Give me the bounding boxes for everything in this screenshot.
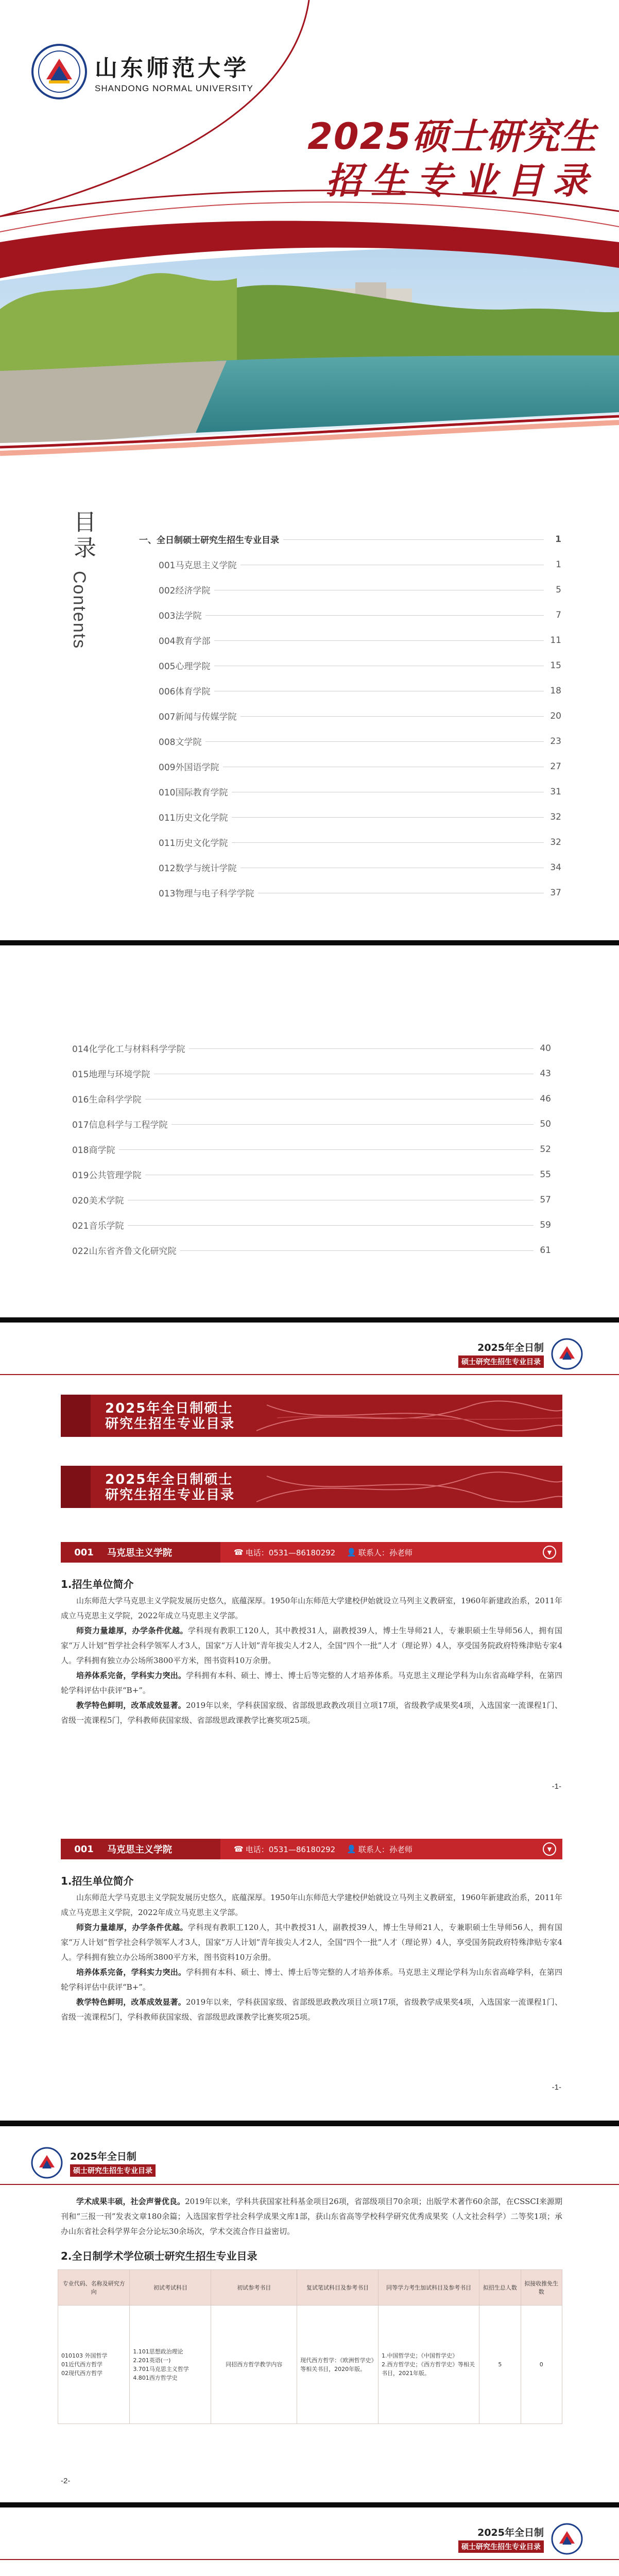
department-phone: 电话：0531—86180292 xyxy=(245,1548,336,1557)
toc-page-number: 11 xyxy=(546,635,561,646)
header-line2: 硕士研究生招生专业目录 xyxy=(458,2540,544,2553)
toc-page-number: 20 xyxy=(546,711,561,721)
university-emblem-icon xyxy=(551,1338,583,1370)
toc-page-number: 43 xyxy=(536,1069,551,1079)
intro-paragraph-2: 师资力量雄厚，办学条件优越。学科现有教职工120人，其中教授31人，副教授39人，博士生导师21人，专兼职硕士生导师56人，拥有国家“万人计划”哲学社会科学领军人才3人，国家“万人计划”青年拔尖人才2人，全国“四个一批”人才（理论界）4人，享受国务院政府特殊津贴专家4人。学科拥有独立办公场所3800平方米，图书资料10万余册。 xyxy=(61,1923,562,1962)
toc-page-number: 57 xyxy=(536,1195,551,1205)
program-code: 010103 外国哲学 xyxy=(61,2352,108,2359)
intro-paragraph-1: 山东师范大学马克思主义学院发展历史悠久，底蕴深厚。1950年山东师范大学建校伊始就设立马列主义教研室，1960年新建政治系，2011年成立马克思主义学院，2022年成立马克思主义学部。 xyxy=(61,1596,562,1620)
intro-paragraphs xyxy=(61,1594,562,1728)
toc-page-number: 27 xyxy=(546,761,561,772)
toc-entry[interactable] xyxy=(72,1162,551,1187)
toc-entry-label: 003法学院 xyxy=(139,608,205,621)
table-of-contents xyxy=(139,527,561,905)
toc-entry[interactable] xyxy=(139,602,561,628)
page-number: -2- xyxy=(61,2477,71,2485)
toc-page-number: 34 xyxy=(546,862,561,873)
toc-page-number: 23 xyxy=(546,736,561,747)
phone-icon: ☎ xyxy=(234,1548,244,1557)
banner-line1: 2025年全日制硕士 xyxy=(105,1401,233,1416)
toc-entry[interactable] xyxy=(139,804,561,829)
department-bar[interactable] xyxy=(61,1542,562,1563)
toc-entry[interactable] xyxy=(72,1187,551,1212)
toc-entry-label: 008文学院 xyxy=(139,735,205,748)
toc-page-number: 7 xyxy=(552,610,561,620)
toc-entry-label: 016生命科学学院 xyxy=(72,1092,145,1105)
page-header xyxy=(458,1338,583,1370)
toc-entry[interactable] xyxy=(139,628,561,653)
toc-entry[interactable] xyxy=(139,577,561,602)
header-line1: 2025年全日制 xyxy=(477,2527,544,2538)
table-column-header: 拟接收推免生数 xyxy=(521,2270,562,2306)
cover-title xyxy=(307,114,597,203)
department-contact: 联系人：孙老师 xyxy=(358,1548,412,1557)
table-column-header: 同等学力考生加试科目及参考书目 xyxy=(379,2270,479,2306)
toc-entry[interactable] xyxy=(72,1036,551,1061)
toc-entry[interactable] xyxy=(72,1238,551,1263)
exam-subjects: 1.101思想政治理论 2.201英语(一) 3.701马克思主义哲学 4.801西方哲学史 xyxy=(130,2306,211,2424)
intro-paragraph-3: 培养体系完备，学科实力突出。学科拥有本科、硕士、博士、博士后等完整的人才培养体系。马克思主义理论学科为山东省高峰学科，在第四轮学科评估中获评“B+”。 xyxy=(61,1968,562,1992)
toc-entry-label: 015地理与环境学院 xyxy=(72,1067,154,1080)
toc-entry[interactable] xyxy=(139,829,561,855)
page-number: -1- xyxy=(552,1782,561,1791)
toc-entry[interactable] xyxy=(139,703,561,728)
department-contact: 联系人：孙老师 xyxy=(358,1844,412,1854)
toc-page-number: 40 xyxy=(536,1043,551,1054)
toc-page-number: 5 xyxy=(552,585,561,595)
contact-person-icon: 👤 xyxy=(347,1548,356,1557)
header-divider xyxy=(0,2184,619,2185)
toc-page-number: 59 xyxy=(536,1220,551,1230)
phone-icon: ☎ xyxy=(234,1844,244,1854)
contents-heading-zh: 目录 xyxy=(70,510,96,562)
toc-entry-label: 018商学院 xyxy=(72,1143,119,1156)
toc-entry[interactable] xyxy=(72,1137,551,1162)
toc-entry[interactable] xyxy=(139,880,561,905)
toc-page-number: 1 xyxy=(551,534,561,545)
toc-entry-label: 012数学与统计学院 xyxy=(139,861,240,874)
program-catalog-table xyxy=(58,2269,562,2424)
header-divider xyxy=(0,2559,619,2560)
cover-page xyxy=(0,0,619,940)
toc-entry-label: 005心理学院 xyxy=(139,659,214,672)
header-line2: 硕士研究生招生专业目录 xyxy=(458,1355,544,1368)
toc-entry-label: 022山东省齐鲁文化研究院 xyxy=(72,1244,180,1257)
toc-entry-label: 014化学化工与材料科学学院 xyxy=(72,1042,189,1055)
university-emblem-icon xyxy=(551,2523,583,2555)
toc-entry[interactable] xyxy=(139,728,561,754)
toc-page-number: 46 xyxy=(536,1094,551,1104)
department-page xyxy=(0,1323,619,2121)
university-emblem-icon xyxy=(31,43,88,100)
toc-entry[interactable] xyxy=(139,754,561,779)
school-name-en: SHANDONG NORMAL UNIVERSITY xyxy=(95,83,253,93)
banner-line1: 2025年全日制硕士 xyxy=(105,1472,233,1487)
toc-entry-label: 017信息科学与工程学院 xyxy=(72,1117,171,1130)
department-number: 001 xyxy=(74,1843,94,1855)
table-column-header: 初试参考书目 xyxy=(211,2270,297,2306)
table-row[interactable] xyxy=(58,2306,562,2424)
table-column-header: 初试考试科目 xyxy=(130,2270,211,2306)
department-number: 001 xyxy=(74,1547,94,1558)
table-column-header: 拟招生总人数 xyxy=(479,2270,521,2306)
department-phone: 电话：0531—86180292 xyxy=(245,1844,336,1854)
department-bar[interactable] xyxy=(61,1839,562,1859)
cover-title-line2: 招生专业目录 xyxy=(325,160,597,202)
toc-entry-label: 013物理与电子科学学院 xyxy=(139,886,258,899)
toc-entry-label: 019公共管理学院 xyxy=(72,1168,145,1181)
table-column-header: 专业代码、名称及研究方向 xyxy=(58,2270,130,2306)
header-line2: 硕士研究生招生专业目录 xyxy=(70,2164,156,2177)
toc-section-entry[interactable] xyxy=(139,527,561,552)
toc-page-number: 50 xyxy=(536,1119,551,1129)
header-line1: 2025年全日制 xyxy=(477,1342,544,1353)
toc-entry[interactable] xyxy=(72,1111,551,1137)
toc-entry[interactable] xyxy=(139,779,561,804)
toc-entry-label: 007新闻与传媒学院 xyxy=(139,709,240,722)
intro-paragraph-2: 师资力量雄厚，办学条件优越。学科现有教职工120人，其中教授31人，副教授39人，博士生导师21人，专兼职硕士生导师56人，拥有国家“万人计划”哲学社会科学领军人才3人，国家“万人计划”青年拔尖人才2人，全国“四个一批”人才（理论界）4人，享受国务院政府特殊津贴专家4人。学科拥有独立办公场所3800平方米，图书资料10万余册。 xyxy=(61,1626,562,1665)
toc-entry-label: 011历史文化学院 xyxy=(139,810,232,823)
program-directions: 01近代西方哲学 02现代西方哲学 xyxy=(61,2361,102,2377)
header-line1: 2025年全日制 xyxy=(70,2151,136,2162)
toc-entry-label: 002经济学院 xyxy=(139,583,214,596)
university-emblem-icon xyxy=(31,2147,63,2179)
toc-page-number: 52 xyxy=(536,1144,551,1155)
cover-title-line1: 2025硕士研究生 xyxy=(307,115,597,158)
intro-paragraph-1: 山东师范大学马克思主义学院发展历史悠久，底蕴深厚。1950年山东师范大学建校伊始就设立马列主义教研室，1960年新建政治系，2011年成立马克思主义学院，2022年成立马克思主义学部。 xyxy=(61,1893,562,1917)
toc-entry[interactable] xyxy=(139,653,561,678)
title-banner-2 xyxy=(61,1466,562,1508)
toc-entry[interactable] xyxy=(139,678,561,703)
toc-page-number: 32 xyxy=(546,812,561,822)
intro-heading: 1.招生单位简介 xyxy=(61,1578,134,1590)
chevron-down-icon[interactable]: ▼ xyxy=(543,1546,556,1559)
table-of-contents-continued xyxy=(72,1036,551,1263)
exempt-count: 0 xyxy=(521,2306,562,2424)
table-header-row xyxy=(58,2270,562,2306)
intro-paragraphs xyxy=(61,1890,562,2025)
contents-page-2 xyxy=(0,945,619,1317)
toc-entry-label: 020美术学院 xyxy=(72,1193,128,1206)
header-divider xyxy=(0,1374,619,1375)
title-banner xyxy=(61,1395,562,1437)
intro-paragraph-4: 教学特色鲜明，改革成效显著。2019年以来，学科获国家级、省部级思政教改项目立项17项，省级教学成果奖4项，入选国家一流课程1门、省级一流课程5门，学科教师获国家级、省部级思政课教学比赛奖项25项。 xyxy=(61,1701,562,1725)
page-header xyxy=(458,2523,583,2555)
banner-line2: 研究生招生专业目录 xyxy=(105,1416,235,1432)
reference-books: 同招西方哲学教学内容 xyxy=(211,2306,297,2424)
program-table-page xyxy=(0,2126,619,2502)
toc-entry-label: 011历史文化学院 xyxy=(139,836,232,849)
contents-heading-en: Contents xyxy=(70,571,89,650)
toc-page-number: 1 xyxy=(552,560,561,570)
toc-page-number: 37 xyxy=(546,888,561,898)
program-table-page-2 xyxy=(0,2507,619,2576)
toc-entry-label: 021音乐学院 xyxy=(72,1218,128,1231)
chevron-down-icon[interactable]: ▼ xyxy=(543,1842,556,1856)
contact-person-icon: 👤 xyxy=(347,1844,356,1854)
toc-entry[interactable] xyxy=(72,1212,551,1238)
toc-page-number: 18 xyxy=(546,686,561,696)
toc-page-number: 31 xyxy=(546,787,561,797)
department-name: 马克思主义学院 xyxy=(107,1844,172,1855)
intro-paragraph-3: 培养体系完备，学科实力突出。学科拥有本科、硕士、博士、博士后等完整的人才培养体系。马克思主义理论学科为山东省高峰学科，在第四轮学科评估中获评“B+”。 xyxy=(61,1671,562,1695)
intro-paragraph-4: 教学特色鲜明，改革成效显著。2019年以来，学科获国家级、省部级思政教改项目立项17项，省级教学成果奖4项，入选国家一流课程1门、省级一流课程5门，学科教师获国家级、省部级思政课教学比赛奖项25项。 xyxy=(61,1997,562,2022)
school-name-zh: 山东师范大学 xyxy=(95,55,249,81)
contents-heading xyxy=(66,510,97,650)
extra-subjects: 1.中国哲学史；《中国哲学史》 2.西方哲学史；《西方哲学史》等相关书目，2021年版。 xyxy=(379,2306,479,2424)
page-number: -1- xyxy=(552,2083,561,2092)
achievement-paragraph: 学术成果丰硕，社会声誉优良。2019年以来，学科共获国家社科基金项目26项，省部级项目70余项；出版学术著作60余部，在CSSCI来源期刊和“三报一刊”发表文章180余篇；入选国家哲学社会科学成果文库1部，获山东省高等学校科学研究优秀成果奖（人文社会科学）二等奖1项；承办山东省社会科学界年会分论坛30余场次，学术交流合作日益密切。 xyxy=(61,2197,562,2236)
page-header xyxy=(31,2147,156,2179)
table-column-header: 复试笔试科目及参考书目 xyxy=(297,2270,379,2306)
toc-page-number: 61 xyxy=(536,1245,551,1256)
intro-heading: 1.招生单位简介 xyxy=(61,1875,134,1887)
toc-entry-label: 001马克思主义学院 xyxy=(139,558,240,571)
toc-entry-label: 010国际教育学院 xyxy=(139,785,232,798)
toc-entry-label: 004教育学部 xyxy=(139,634,214,647)
toc-page-number: 55 xyxy=(536,1170,551,1180)
catalog-heading: 2.全日制学术学位硕士研究生招生专业目录 xyxy=(61,2250,257,2262)
department-name: 马克思主义学院 xyxy=(107,1548,172,1558)
toc-entry[interactable] xyxy=(72,1086,551,1111)
toc-entry-label: 009外国语学院 xyxy=(139,760,223,773)
retest-subjects: 现代西方哲学：《欧洲哲学史》等相关书目，2020年版。 xyxy=(297,2306,379,2424)
toc-entry[interactable] xyxy=(139,552,561,577)
toc-page-number: 15 xyxy=(546,660,561,671)
total-enrollment: 5 xyxy=(479,2306,521,2424)
toc-entry[interactable] xyxy=(139,855,561,880)
toc-entry[interactable] xyxy=(72,1061,551,1086)
toc-entry-label: 006体育学院 xyxy=(139,684,214,697)
university-logo-block xyxy=(31,43,253,100)
toc-page-number: 32 xyxy=(546,837,561,848)
toc-section-label: 一、全日制硕士研究生招生专业目录 xyxy=(139,533,283,546)
banner-line2: 研究生招生专业目录 xyxy=(105,1487,235,1503)
